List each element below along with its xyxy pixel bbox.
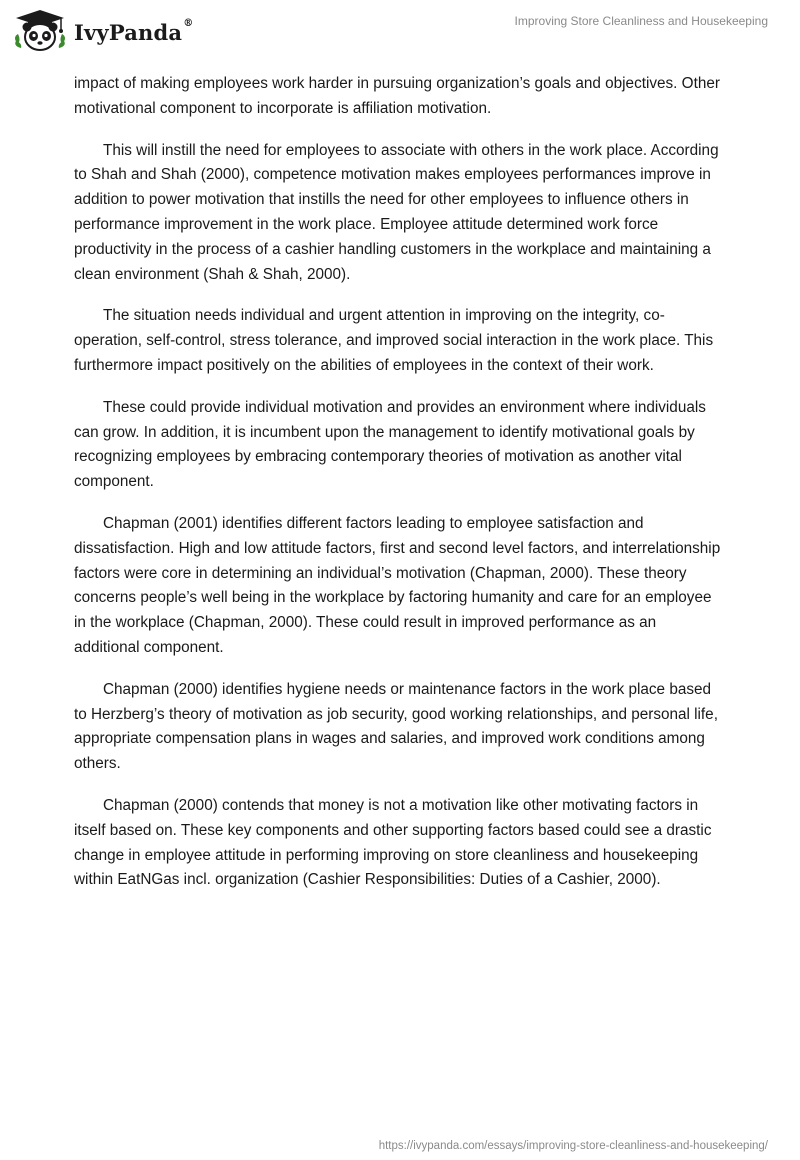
paragraph-5: Chapman (2001) identifies different factors leading to employee satisfaction and dissatisfaction. High and low attitude factors, first and second level factors, and interrelationship factors were core in determining an individual’s motivation (Chapman, 2000). These theory concerns people’s well being in the workplace by factoring humanity and care for an employee in the workplace (Chapman, 2000). These could result in improved performance as an additional component. xyxy=(74,514,721,656)
paragraph-6: Chapman (2000) identifies hygiene needs or maintenance factors in the work place based to Herzberg’s theory of motivation as job security, good working relationships, and personal life, appropriate compensation plans in wages and salaries, and improved work conditions among others. xyxy=(74,680,718,773)
brand-name xyxy=(74,17,194,45)
registered-mark: ® xyxy=(183,17,194,29)
page-header xyxy=(0,0,800,64)
panda-graduate-icon xyxy=(12,8,68,52)
brand-logo[interactable] xyxy=(12,8,193,52)
paragraph-4: These could provide individual motivation and provides an environment where individuals can grow. In addition, it is incumbent upon the management to identify motivational goals by recognizing employees by embracing contemporary theories of motivation as another vital component. xyxy=(74,398,706,491)
paragraph-7: Chapman (2000) contends that money is not a motivation like other motivating factors in itself based on. These key components and other supporting factors based could see a drastic change in employee attitude in performing improving on store cleanliness and housekeeping within EatNGas incl. organization (Cashier Responsibilities: Duties of a Cashier, 2000). xyxy=(74,796,712,889)
paragraph-2: This will instill the need for employees to associate with others in the work place. According to Shah and Shah (2000), competence motivation makes employees performances improve in addition to power motivation that instills the need for other employees to influence others in performance improvement in the work place. Employee attitude determined work force productivity in the process of a cashier handling customers in the workplace and maintaining a clean environment (Shah & Shah, 2000). xyxy=(74,141,719,283)
brand-name-text: IvyPanda xyxy=(74,19,183,45)
document-title: Improving Store Cleanliness and Housekeeping xyxy=(514,14,768,28)
paragraph-1: impact of making employees work harder in pursuing organization’s goals and objectives. Other motivational component to incorporate is affiliation motivation. xyxy=(74,75,720,117)
source-url-link[interactable]: https://ivypanda.com/essays/improving-store-cleanliness-and-housekeeping/ xyxy=(378,1140,768,1152)
paragraph-3: The situation needs individual and urgent attention in improving on the integrity, co-operation, self-control, stress tolerance, and improved social interaction in the work place. This furthermore impact positively on the abilities of employees in the context of their work. xyxy=(74,307,714,374)
essay-body xyxy=(74,72,724,910)
